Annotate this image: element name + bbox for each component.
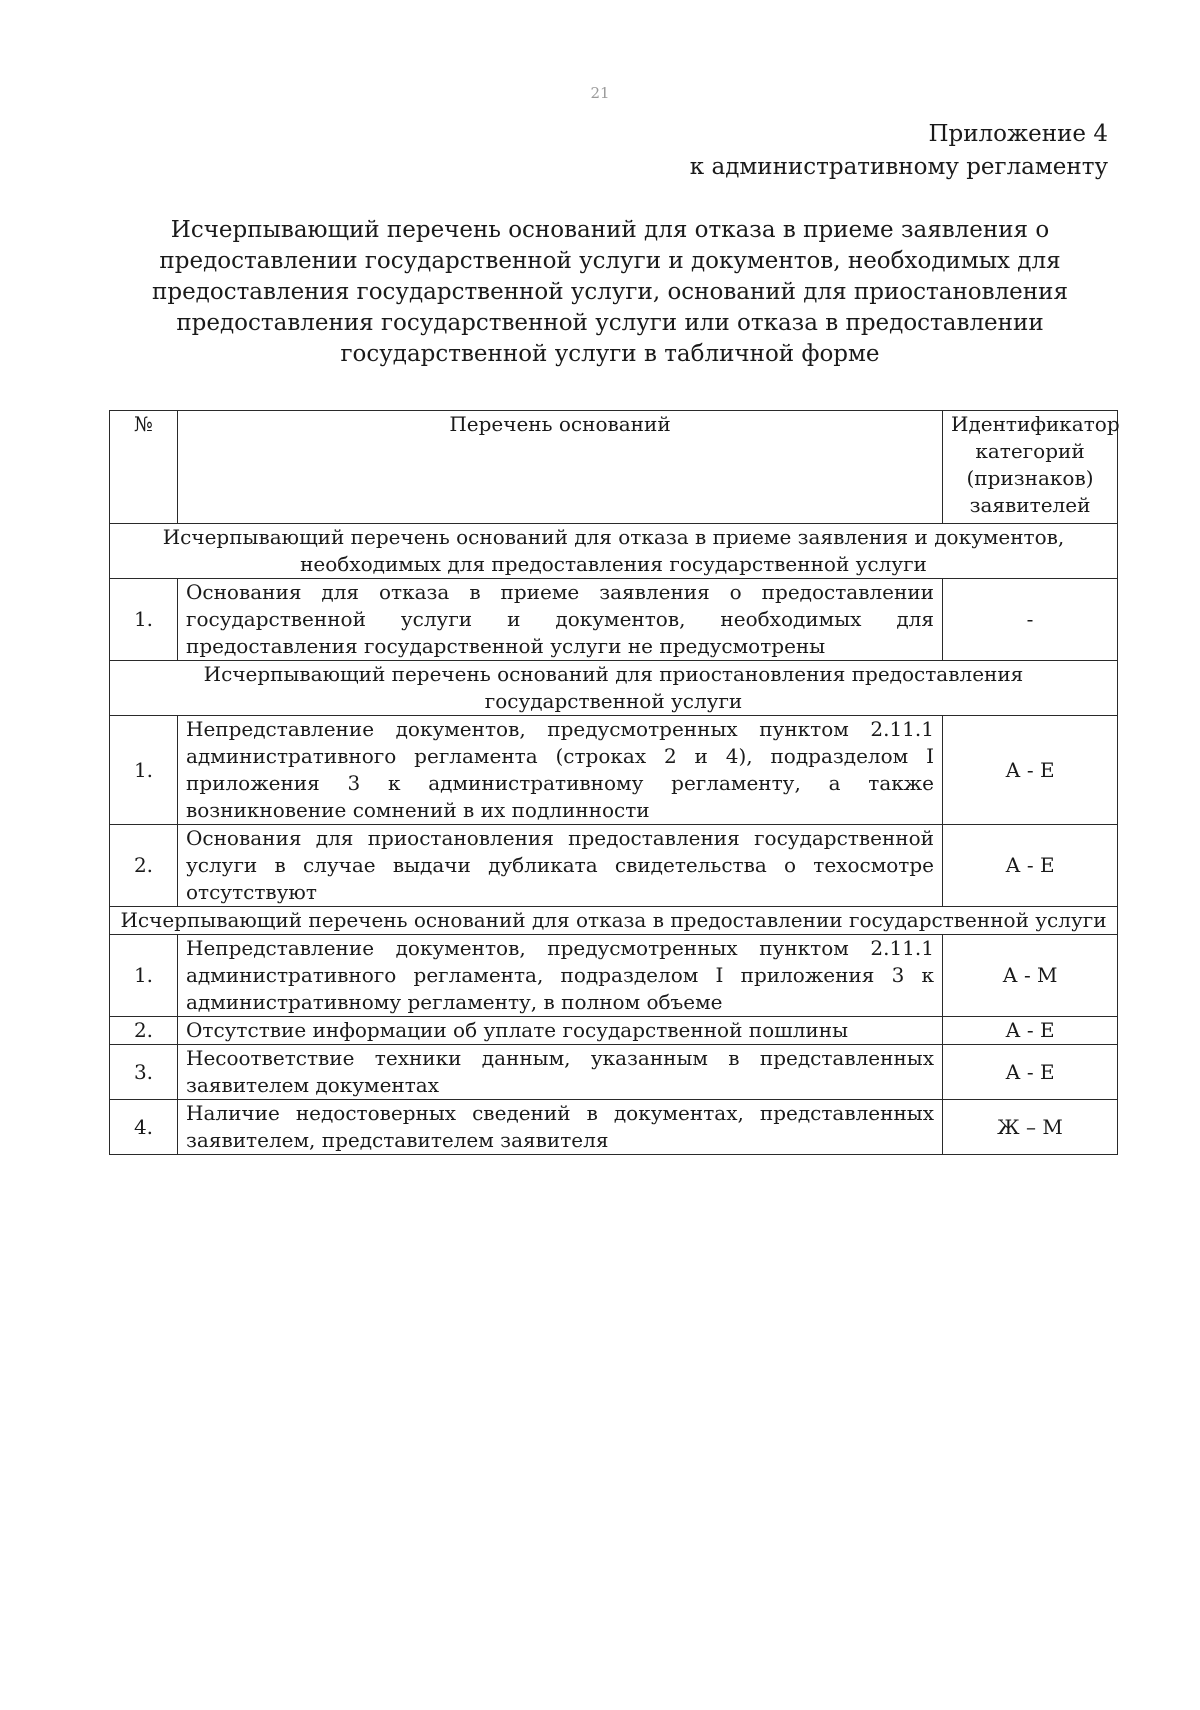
row-ground-text: Наличие недостоверных сведений в документах, представленных заявителем, представителем заявителя [178, 1100, 943, 1155]
grounds-table-body [110, 411, 1118, 1155]
row-applicant-identifier: - [943, 579, 1118, 661]
page-number: 21 [590, 84, 610, 102]
header-identifier: Идентификатор категорий (признаков) заявителей [943, 411, 1118, 524]
row-number: 2. [110, 825, 178, 907]
row-applicant-identifier: А - Е [943, 1017, 1118, 1045]
row-ground-text: Отсутствие информации об уплате государственной пошлины [178, 1017, 943, 1045]
header-number: № [110, 411, 178, 524]
row-ground-text: Несоответствие техники данным, указанным в представленных заявителем документах [178, 1045, 943, 1100]
section-title: Исчерпывающий перечень оснований для приостановления предоставления государственной услуги [110, 661, 1118, 716]
row-ground-text: Непредставление документов, предусмотренных пунктом 2.11.1 административного регламента, подразделом I приложения 3 к административному регламенту, в полном объеме [178, 935, 943, 1017]
row-ground-text: Основания для приостановления предоставления государственной услуги в случае выдачи дубликата свидетельства о техосмотре отсутствуют [178, 825, 943, 907]
row-applicant-identifier: Ж – М [943, 1100, 1118, 1155]
row-applicant-identifier: А - М [943, 935, 1118, 1017]
appendix-reference [690, 118, 1108, 184]
row-ground-text: Основания для отказа в приеме заявления о предоставлении государственной услуги и документов, необходимых для предоставления государственной услуги не предусмотрены [178, 579, 943, 661]
row-applicant-identifier: А - Е [943, 825, 1118, 907]
row-ground-text: Непредставление документов, предусмотренных пунктом 2.11.1 административного регламента (строках 2 и 4), подразделом I приложения 3 к административному регламенту, а также возникновение сомнений в их подлинности [178, 716, 943, 825]
row-number: 4. [110, 1100, 178, 1155]
row-number: 2. [110, 1017, 178, 1045]
table-row [110, 935, 1118, 1017]
row-number: 1. [110, 716, 178, 825]
table-row [110, 1045, 1118, 1100]
document-title: Исчерпывающий перечень оснований для отказа в приеме заявления о предоставлении государственной услуги и документов, необходимых для предоставления государственной услуги, оснований для приостановления предоставления государственной услуги или отказа в предоставлении государственной услуги в табличной форме [152, 217, 1068, 367]
table-header-row [110, 411, 1118, 524]
table-row [110, 1100, 1118, 1155]
appendix-line-1: Приложение 4 [928, 121, 1108, 147]
section-title: Исчерпывающий перечень оснований для отказа в приеме заявления и документов, необходимых для предоставления государственной услуги [110, 524, 1118, 579]
row-applicant-identifier: А - Е [943, 716, 1118, 825]
section-title: Исчерпывающий перечень оснований для отказа в предоставлении государственной услуги [110, 907, 1118, 935]
row-number: 1. [110, 935, 178, 1017]
section-header-row [110, 907, 1118, 935]
table-row [110, 825, 1118, 907]
section-header-row [110, 661, 1118, 716]
table-row [110, 1017, 1118, 1045]
table-row [110, 716, 1118, 825]
table-row [110, 579, 1118, 661]
row-number: 3. [110, 1045, 178, 1100]
grounds-table [109, 410, 1118, 1155]
header-grounds: Перечень оснований [178, 411, 943, 524]
row-applicant-identifier: А - Е [943, 1045, 1118, 1100]
row-number: 1. [110, 579, 178, 661]
section-header-row [110, 524, 1118, 579]
appendix-line-2: к административному регламенту [689, 154, 1108, 180]
